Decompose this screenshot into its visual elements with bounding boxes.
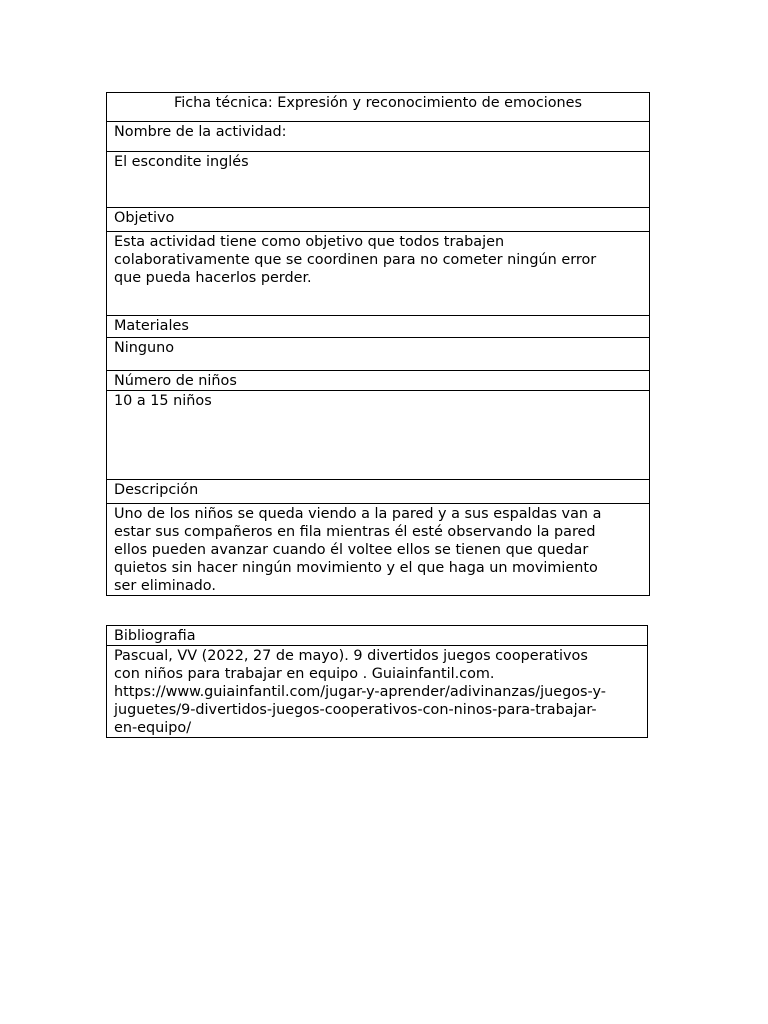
activity-name-value: El escondite inglés (107, 152, 650, 208)
description-label: Descripción (107, 480, 650, 504)
sheet-title: Ficha técnica: Expresión y reconocimiento de emociones (107, 93, 650, 122)
children-count-value: 10 a 15 niños (107, 391, 650, 480)
bibliography-entry: Pascual, VV (2022, 27 de mayo). 9 divertidos juegos cooperativos con niños para trabajar en equipo . Guiainfantil.com. https://www.guiainfantil.com/jugar-y-aprender/adivinanzas/juegos-y- juguetes/9-divertidos-juegos-cooperativos-con-ninos-para-trabajar- en-equipo/ (107, 646, 648, 738)
activity-name-label: Nombre de la actividad: (107, 122, 650, 152)
description-value: Uno de los niños se queda viendo a la pared y a sus espaldas van a estar sus compañeros en fila mientras él esté observando la pared ellos pueden avanzar cuando él voltee ellos se tienen que quedar quietos sin hacer ningún movimiento y el que haga un movimiento ser eliminado. (107, 504, 650, 596)
objective-value: Esta actividad tiene como objetivo que todos trabajen colaborativamente que se coordinen para no cometer ningún error que pueda hacerlos perder. (107, 232, 650, 316)
bibliography-table (106, 625, 648, 738)
materials-value: Ninguno (107, 338, 650, 371)
materials-label: Materiales (107, 316, 650, 338)
children-count-label: Número de niños (107, 371, 650, 391)
objective-label: Objetivo (107, 208, 650, 232)
activity-sheet-table (106, 92, 650, 596)
bibliography-label: Bibliografia (107, 626, 648, 646)
